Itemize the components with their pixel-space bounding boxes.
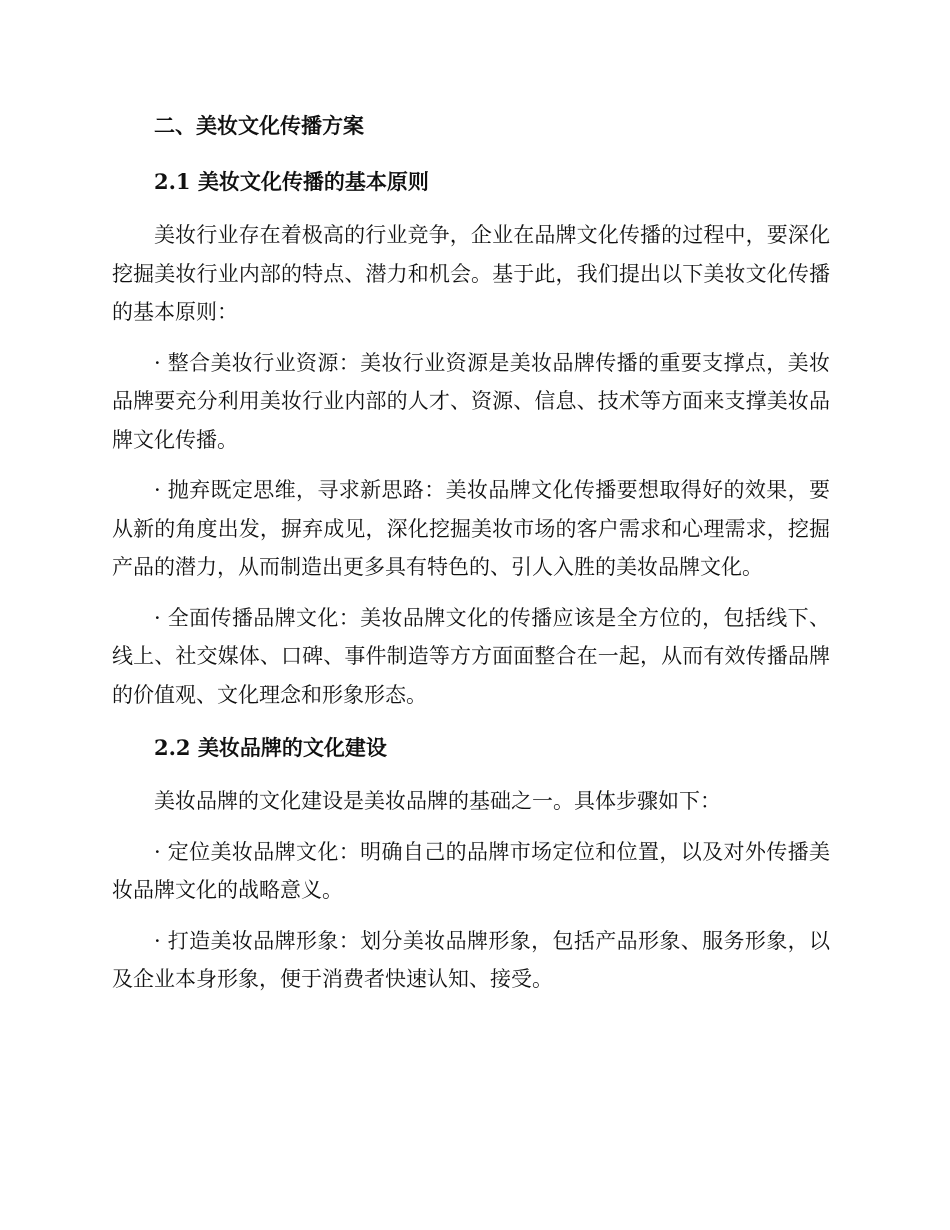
list-item-full-dissemination: · 全面传播品牌文化：美妆品牌文化的传播应该是全方位的，包括线下、线上、社交媒体、口碑、事件制造等方方面面整合在一起，从而有效传播品牌的价值观、文化理念和形象形态。 [112, 605, 830, 707]
paragraph-intro-2-2: 美妆品牌的文化建设是美妆品牌的基础之一。具体步骤如下： [154, 789, 721, 813]
list-item-brand-positioning: · 定位美妆品牌文化：明确自己的品牌市场定位和位置，以及对外传播美妆品牌文化的战略意义。 [112, 839, 830, 902]
list-item-integrate-resources: · 整合美妆行业资源：美妆行业资源是美妆品牌传播的重要支撑点，美妆品牌要充分利用美妆行业内部的人才、资源、信息、技术等方面来支撑美妆品牌文化传播。 [112, 350, 830, 452]
list-item-brand-image: · 打造美妆品牌形象：划分美妆品牌形象，包括产品形象、服务形象，以及企业本身形象，便于消费者快速认知、接受。 [112, 928, 830, 991]
subsection-title-2-1: 2.1 美妆文化传播的基本原则 [154, 169, 429, 194]
subsection-title-2-2: 2.2 美妆品牌的文化建设 [154, 735, 387, 760]
list-item-new-thinking: · 抛弃既定思维，寻求新思路：美妆品牌文化传播要想取得好的效果，要从新的角度出发，摒弃成见，深化挖掘美妆市场的客户需求和心理需求，挖掘产品的潜力，从而制造出更多具有特色的、引人入胜的美妆品牌文化。 [112, 478, 830, 579]
section-title: 二、美妆文化传播方案 [154, 113, 364, 138]
paragraph-intro-2-1: 美妆行业存在着极高的行业竞争，企业在品牌文化传播的过程中，要深化挖掘美妆行业内部的特点、潜力和机会。基于此，我们提出以下美妆文化传播的基本原则： [112, 223, 830, 324]
document-page [112, 104, 830, 1011]
